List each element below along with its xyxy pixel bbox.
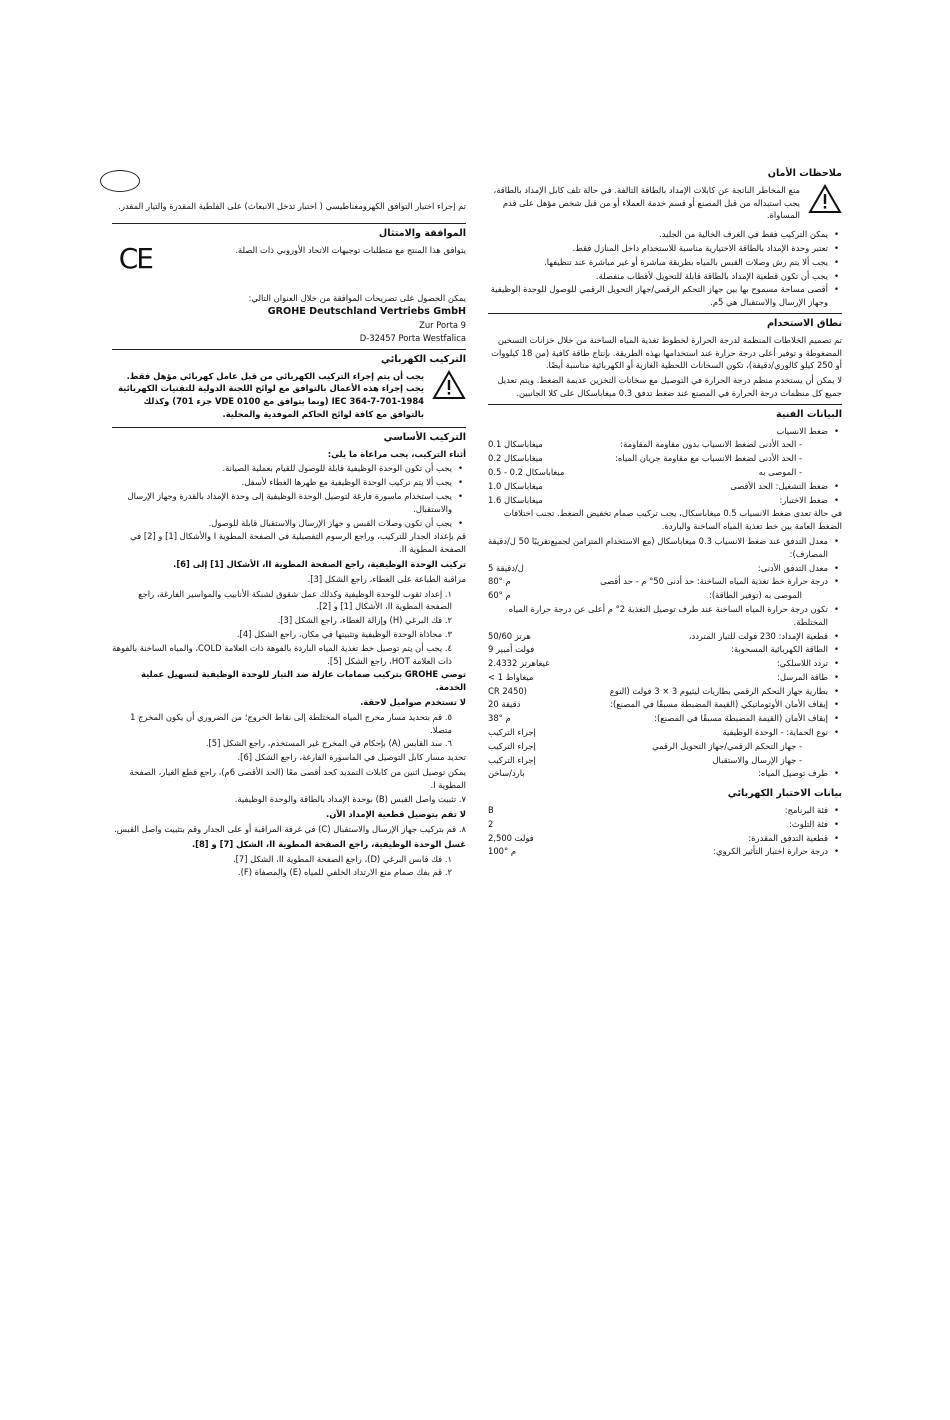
spec-label: - الحد الأدنى لضغط الانسياب مع مقاومة جريان المياه: xyxy=(615,453,802,464)
step-item: ١. إعداد ثقوب للوحدة الوظيفية وكذلك عمل شقوق لشبكة الأنابيب والمواسير الفارغة، راجع الصفحة المطوية II، الأشكال [1] و [2]. xyxy=(138,588,452,612)
right-column xyxy=(488,168,842,859)
spec-value: 0.1 ميغاباسكال xyxy=(488,439,543,450)
spec-label: • تردد اللاسلكي: xyxy=(549,657,842,670)
spec-label: - جهاز الإرسال والاستقبال xyxy=(712,754,802,765)
list-item: • يجب أن تكون وصلات القبس و جهاز الإرسال والاستقبال قابلة للوصول. xyxy=(112,517,466,530)
basic-text-2: تركيب الوحدة الوظيفية، راجع الصفحة المطوية II، الأشكال [1] إلى [6]. xyxy=(173,558,466,569)
spec-value: 9 فولت أمبير xyxy=(488,644,535,655)
steps-list-1 xyxy=(112,588,466,668)
step-7: ٧. تثبيت واصل القبس (B) بوحدة الإمداد بالطاقة والوحدة الوظيفية. xyxy=(234,794,466,805)
basic-title: التركيب الأساسي xyxy=(383,431,466,443)
spec-value: إجراء التركيب xyxy=(488,727,536,738)
divider xyxy=(112,349,466,350)
spec-value: 1.0 ميغاباسكال xyxy=(488,480,543,491)
spec-row xyxy=(488,754,842,767)
spec-label: • طرف توصيل المياه: xyxy=(525,767,842,780)
spec-row xyxy=(488,657,842,670)
spec-value: 0.5 - 0.2 ميغاباسكال xyxy=(488,466,565,477)
spec-row xyxy=(488,452,842,465)
list-item: • تعتبر وحدة الإمداد بالطاقة الاختيارية مناسبة للاستخدام داخل المنازل فقط. xyxy=(488,242,842,255)
spec-label: • ضغط الاختبار: xyxy=(543,494,842,507)
step-item: ٢. فك البرغي (H) وإزالة الغطاء، راجع الشكل [3]. xyxy=(277,615,452,626)
spec-value: < 1 ميغاواط xyxy=(488,671,534,682)
spec-row xyxy=(488,562,842,575)
spec-value: إجراء التركيب xyxy=(488,754,536,765)
spec-row xyxy=(488,466,842,479)
spec-value: B xyxy=(488,805,494,816)
divider xyxy=(488,313,842,314)
elec-test-title: بيانات الاختبار الكهربائي xyxy=(727,788,842,800)
step-7-note: لا تقم بتوصيل قطعية الإمداد الآن. xyxy=(326,809,466,820)
address-company: GROHE Deutschland Vertriebs GmbH xyxy=(267,306,466,318)
approval-text: يتوافق هذا المنتج مع متطلبات توجيهات الاتحاد الأوروبي ذات الصلة. xyxy=(235,244,466,255)
spec-label: • ضغط الانسياب xyxy=(488,425,842,438)
spec-label: • فئة التلوث: xyxy=(493,818,842,831)
intro-text: تم إجراء اختبار التوافق الكهرومغناطيسي ( اختبار تدخل الانبعاث) على الفلطية المقدرة والتيار المقدر. xyxy=(118,201,466,211)
spec-label: • طاقة المرسل: xyxy=(533,671,842,684)
divider xyxy=(112,427,466,428)
list-item: • يجب أن تكون قطعية الإمداد بالطاقة قابلة للتحويل لأقطاب منفصلة. xyxy=(488,270,842,283)
basic-text-3: مراقبة الطباعة على الغطاء، راجع الشكل [3]. xyxy=(307,573,466,584)
spec-row xyxy=(488,438,842,451)
elec-install-warning-text: يجب أن يتم إجراء التركيب الكهربائي من قبل عامل كهربائي مؤهل فقط. يجب إجراء هذه الأعمال بالتوافق مع لوائح اللجنة الدولية للتقنيات الكهربائية IEC 364-7-701-1984 (وبما يتوافق مع VDE 0100 جزء 701) وكذلك بالتوافق مع كافة لوائح الحاكم الموفدية والمحلية. xyxy=(118,370,424,419)
route-text: تحديد مسار كابل التوصيل في الماسورة الفارغة، راجع الشكل [6]. xyxy=(237,752,466,763)
spec-row xyxy=(488,767,842,780)
step-item: ١. فك قابس البرغي (D)، راجع الصفحة المطوية II، الشكل [7]. xyxy=(232,853,452,864)
spec-row xyxy=(488,726,842,739)
spec-row xyxy=(488,535,842,561)
spec-value: 38° م xyxy=(488,713,511,724)
spec-row xyxy=(488,818,842,831)
spec-value: إجراء التركيب xyxy=(488,740,536,751)
spec-row xyxy=(488,494,842,507)
spec-row xyxy=(488,698,842,711)
spec-value: 2.4332 غيغاهرتز xyxy=(488,658,550,669)
safety-list xyxy=(488,228,842,309)
warning-icon xyxy=(432,370,466,400)
step-8: ٨. قم بتركيب جهاز الإرسال والاستقبال (C) في غرفة المراقبة أو على الجدار وقم بتثبيت واصل القبس. xyxy=(114,824,466,835)
route-text-2: يمكن توصيل اثنين من كابلات التمديد كحد أقصى معًا (الحد الأقصى 6م)، راجع قطع الغيار، الصفحة المطوية I. xyxy=(129,766,466,790)
steps-list-2 xyxy=(112,711,466,750)
list-item: • يمكن التركيب فقط في الغرف الخالية من الجليد. xyxy=(488,228,842,241)
address-city: D-32457 Porta Westfalica xyxy=(359,332,466,343)
spec-row xyxy=(488,845,842,858)
step-item: ٥. قم بتحديد مسار مخرج المياه المختلطة إلى نقاط الخروج؛ من الضروري أن يكون المخرج 1 متصلا. xyxy=(130,711,452,735)
spec-label: • قطعية الإمداد: 230 فولت للتيار المتردد، xyxy=(531,630,842,643)
list-item: • يجب أن تكون الوحدة الوظيفية قابلة للوصول للقيام بعملية الصيانة. xyxy=(112,462,466,475)
spec-label: • معدل التدفق الأدنى: xyxy=(524,562,842,575)
spec-row xyxy=(488,832,842,845)
spec-row xyxy=(488,643,842,656)
spec-value: 80° م xyxy=(488,576,511,587)
spec-label: • الطاقة الكهربائية المسحوبة: xyxy=(534,643,842,656)
spec-label: • معدل التدفق عند ضغط الانسياب 0.3 ميغاباسكال (مع الاستخدام المتزامن لجميع المصارف): xyxy=(551,535,843,561)
spec-label: - الموصى به xyxy=(758,466,802,477)
spec-value: 1.6 ميغاباسكال xyxy=(488,494,543,505)
language-badge xyxy=(100,170,140,192)
spec-label: الموصى به (توفير الطاقة): xyxy=(709,590,802,601)
spec-row xyxy=(488,740,842,753)
warning-icon xyxy=(808,184,842,214)
spec-value: CR 2450) xyxy=(488,685,527,696)
specs-note: في حالة تعدى ضغط الانسياب 0.5 ميغاباسكال، يجب تركيب صمام تخفيض الضغط. تجنب اختلافات الضغط العامة بين خط تغذية المياه الساخنة والباردة. xyxy=(503,508,842,532)
divider xyxy=(112,223,466,224)
step-item: ٣. محاذاة الوحدة الوظيفية وتثبيتها في مكان، راجع الشكل [4]. xyxy=(236,628,452,639)
spec-value: 20 دقيقة xyxy=(488,699,521,710)
usage-text: تم تصميم الخلاطات المنظمة لدرجة الحرارة لخطوط تغذية المياه الساخنة من خلال خزانات التسخين المضغوطة و توفير أعلى درجة حرارة عند استخدامها بهذه الطريقة. بإنتاج طاقة كافية (من 18 كيلووات أو 250 كيلو كالوري/دقيقة)، تكون السخانات اللحظية الغازية أو الكهربائية مناسبة أيضًا. xyxy=(491,334,842,371)
spec-label: • ضغط التشغيل: الحد الأقصى xyxy=(543,480,842,493)
spec-label: • درجة حرارة اختبار التأثير الكروي: xyxy=(516,845,842,858)
spec-value: 2 xyxy=(488,818,494,829)
spec-label: • إيقاف الأمان الأوتوماتيكي (القيمة المضبطة مسبقًا في المصنع): xyxy=(520,698,842,711)
usage-title: نطاق الاستخدام xyxy=(766,317,842,329)
elec-install-warning xyxy=(112,370,466,421)
address xyxy=(112,306,466,344)
spec-value: 50/60 هرتز xyxy=(488,630,531,641)
list-item: • أقصى مساحة مسموح بها بين جهاز التحكم الرقمي/جهاز التحويل الرقمي للوصول للوحدة الوظيفية وجهاز الإرسال والاستقبال هي 5م. xyxy=(488,283,842,309)
address-street: Zur Porta 9 xyxy=(419,320,466,331)
spec-value: تقريبًا 50 ل/دقيقة xyxy=(488,535,551,546)
spec-row xyxy=(488,589,842,602)
spec-label: • درجة حرارة خط تغذية المياه الساخنة: حد أدنى 50° م - حد أقصى xyxy=(511,575,842,588)
spec-label: • فئة البرنامج: xyxy=(494,804,842,817)
spec-value: بارد/ساخن xyxy=(488,768,525,779)
spec-row xyxy=(488,425,842,438)
spec-row xyxy=(488,712,842,725)
safety-warning xyxy=(488,184,842,222)
safety-warning-text: منع المخاطر الناتجة عن كابلات الإمداد بالطاقة التالفة. في حالة تلف كابل الإمداد بالطاقة، يجب استبداله من قبل المصنع أو قسم خدمة العملاء أو من قبل شخص مؤهل على قدم المساواة. xyxy=(493,184,800,221)
divider xyxy=(488,404,842,405)
flush-title: غسل الوحدة الوظيفية، راجع الصفحة المطوية II، الشكل [7] و [8]. xyxy=(191,838,466,849)
approval-note: يمكن الحصول على تصريحات الموافقة من خلال العنوان التالي: xyxy=(248,292,466,303)
spec-label: • إيقاف الأمان (القيمة المضبطة مسبقًا في المصنع): xyxy=(511,712,842,725)
spec-row xyxy=(488,671,842,684)
spec-label: • نوع الحماية: - الوحدة الوظيفية xyxy=(536,726,842,739)
spec-value: 100° م xyxy=(488,846,517,857)
step-item: ٤. يجب أن يتم توصيل خط تغذية المياه الباردة بالفوهة ذات العلامة COLD، والمياه الساخنة بالفوهة ذات العلامة HOT، راجع الشكل [5]. xyxy=(112,642,452,666)
spec-row xyxy=(488,630,842,643)
spec-value: 60° م xyxy=(488,590,511,601)
grohe-note: توصي GROHE بتركيب صمامات عازلة ضد التيار للوحدة الوظيفية لتسهيل عملية الخدمة. xyxy=(141,669,466,693)
outlet-title: لا تستخدم صواميل لاحقة. xyxy=(360,696,466,707)
approval-title: الموافقة والامتثال xyxy=(378,227,466,239)
steps-list-3 xyxy=(112,853,466,880)
safety-title: ملاحظات الأمان xyxy=(767,168,842,179)
usage-text-2: لا يمكن أن يستخدم منظم درجة الحرارة في التوصيل مع سخانات التخزين عديمة الضغط. ويتم تعديل جميع كل منظمات درجة الحرارة في المصنع عند ضغط تدفق 0.3 ميغاباسكال على كلا الجانبين. xyxy=(497,375,842,398)
list-item: • يجب ألا يتم تركيب الوحدة الوظيفية مع ظهرها الغطاء لأسفل. xyxy=(112,476,466,489)
spec-row xyxy=(488,603,842,629)
list-item: • يجب استخدام ماسورة فارغة لتوصيل الوحدة الوظيفية إلى وحدة الإمداد بالقدرة وجهاز الإرسال والاستقبال. xyxy=(112,490,466,516)
spec-label: • بطارية جهاز التحكم الرقمي بطاريات ليثيوم 3 × 3 فولت (النوع xyxy=(527,685,842,698)
spec-row xyxy=(488,804,842,817)
basic-list xyxy=(112,462,466,529)
tech-title: البيانات الفنية xyxy=(776,408,842,420)
spec-value: 5 ل/دقيقة xyxy=(488,562,524,573)
spec-row xyxy=(488,685,842,698)
spec-label: • تكون درجة حرارة المياه الساخنة عند طرف توصيل التغذية 2° م أعلى عن درجة حرارة المياه المختلطة. xyxy=(488,603,842,629)
step-item: ٦. سد القابس (A) بإحكام في المخرج غير المستخدم، راجع الشكل [5]. xyxy=(205,738,452,749)
ce-mark-logo: CE xyxy=(118,241,152,275)
step-item: ٢. قم بفك صمام منع الارتداد الخلفي للمياه (E) والمصفاة (F). xyxy=(237,867,452,878)
left-column xyxy=(112,200,466,880)
spec-row xyxy=(488,480,842,493)
spec-label: - جهاز التحكم الرقمي/جهاز التحويل الرقمي xyxy=(652,740,802,751)
spec-value: 0.2 ميغاباسكال xyxy=(488,453,543,464)
list-item: • يجب ألا يتم رش وصلات القبس بالمياه بطريقة مباشرة أو غير مباشرة عند تنظيفها. xyxy=(488,256,842,269)
approval-row xyxy=(112,241,466,275)
basic-text-1: قم بإعداد الجدار للتركيب، وراجع الرسوم التفصيلية في الصفحة المطوية I والأشكال [1] و [2] في الصفحة المطوية II. xyxy=(130,531,466,555)
basic-intro: أثناء التركيب، يجب مراعاة ما يلي: xyxy=(327,448,466,459)
spec-row xyxy=(488,575,842,588)
elec-install-title: التركيب الكهربائي xyxy=(380,353,466,365)
spec-label: • قطعية التدفق المقدرة: xyxy=(534,832,842,845)
spec-value: 2,500 فولت xyxy=(488,832,534,843)
spec-label: - الحد الأدنى لضغط الانسياب بدون مقاومة المقاومة: xyxy=(620,439,802,450)
